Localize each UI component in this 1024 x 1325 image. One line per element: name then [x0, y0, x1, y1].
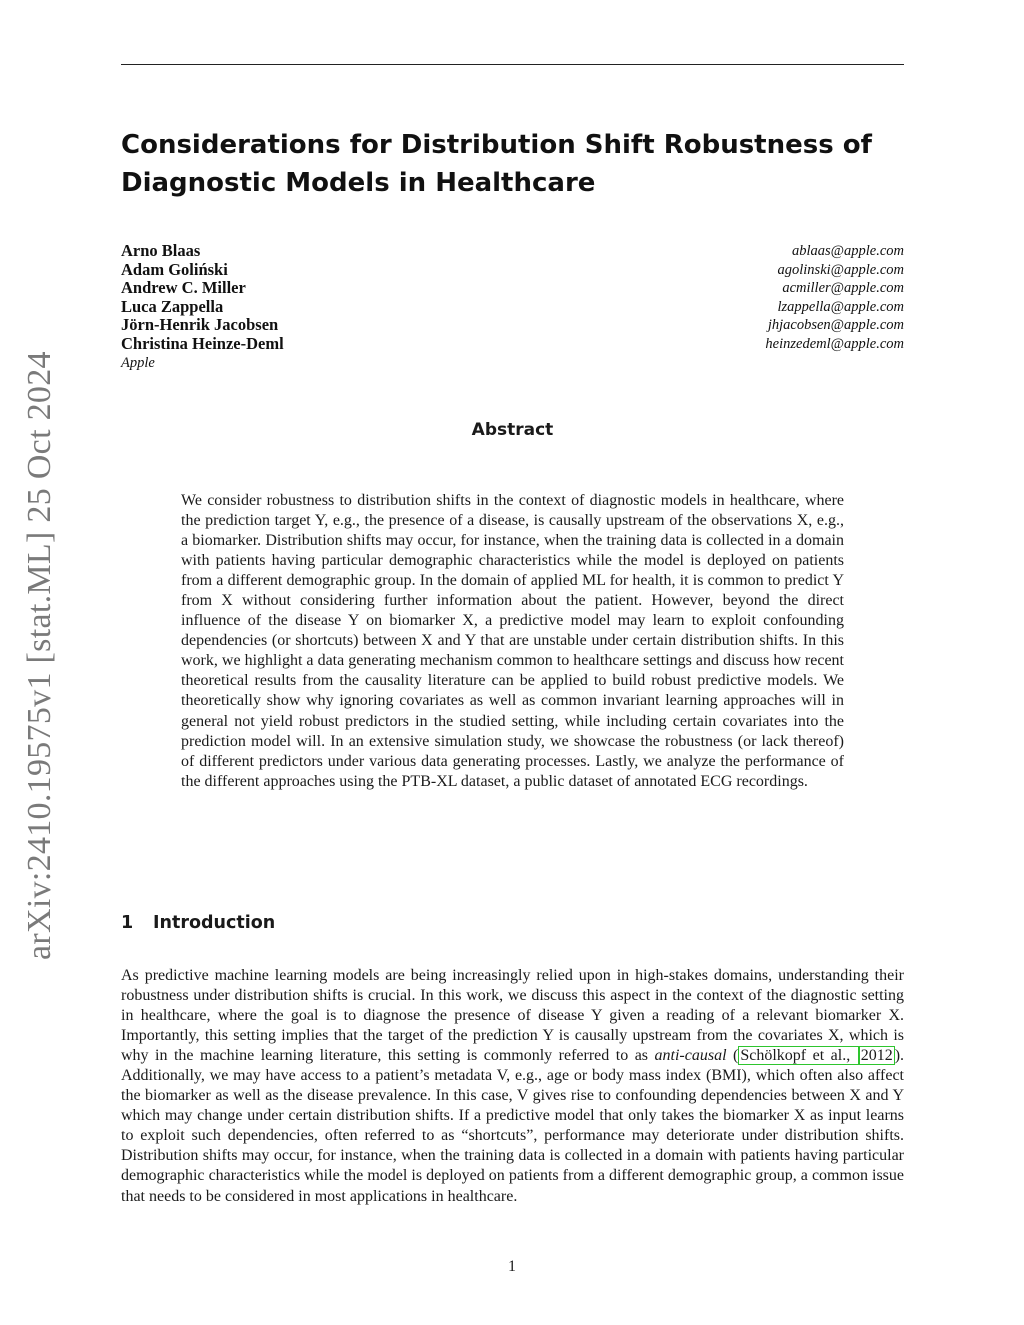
citation-separator: , — [846, 1047, 857, 1065]
author-name: Adam Goliński — [121, 259, 228, 279]
abstract-text: We consider robustness to distribution shifts in the context of diagnostic models in healthcare, where the prediction target Y, e.g., the presence of a disease, is causally upstream of the observations X, e.g., a biomarker. Distribution shifts may occur, for instance, when the training data is collected in a domain with patients having particular demographic characteristics while the model is deployed on patients from a different demographic group. In the domain of applied ML for health, it is common to predict Y from X without considering further information about the patient. However, beyond the direct influence of the disease Y on biomarker X, a predictive model may learn to exploit confounding dependencies (or shortcuts) between X and Y that are unstable under certain distribution shifts. In this work, we highlight a data generating mechanism common to healthcare settings and discuss how recent theoretical results from the causality literature can be applied to build robust predictive models. We theoretically show why ignoring covariates as well as common invariant learning approaches will in general not yield robust predictors in the studied setting, while including certain covariates into the prediction model will. In an extensive simulation study, we showcase the robustness (or lack thereof) of different predictors under various data generating processes. Lastly, we analyze the performance of the different approaches using the PTB-XL dataset, a public dataset of annotated ECG recordings. — [181, 492, 844, 790]
author-name: Jörn-Henrik Jacobsen — [121, 315, 279, 335]
title-line-2: Diagnostic Models in Healthcare — [121, 168, 596, 198]
author-row — [121, 279, 904, 298]
section-title: Introduction — [153, 913, 276, 933]
citation-year-link[interactable]: 2012 — [860, 1047, 893, 1065]
author-row — [121, 335, 904, 354]
affiliation: Apple — [121, 354, 155, 371]
citation-authors: Schölkopf et al. — [740, 1047, 847, 1065]
arxiv-stamp: arXiv:2410.19575v1 [stat.ML] 25 Oct 2024 — [21, 351, 58, 960]
title-line-1: Considerations for Distribution Shift Robustness of — [121, 130, 872, 160]
author-row — [121, 242, 904, 261]
author-name: Christina Heinze-Deml — [121, 333, 284, 353]
section-heading-introduction — [121, 910, 904, 936]
introduction-paragraph — [121, 966, 904, 1207]
author-name: Arno Blaas — [121, 241, 201, 260]
author-row — [121, 298, 904, 317]
abstract-heading: Abstract — [471, 420, 554, 440]
intro-text-part-2: ). Additionally, we may have access to a patient’s metadata V, e.g., age or body mass index (BMI), which often also affect the biomarker as well as the disease prevalence. In this case, V gives rise to confounding dependencies between X and Y which may change under certain distribution shifts. If a predictive model that only takes the biomarker X as input learns to exploit such dependencies, often referred to as “shortcuts”, performance may deteriorate under distribution shifts. Distribution shifts may occur, for instance, when the training data is collected in a domain with patients having particular demographic characteristics while the model is deployed on patients from a different demographic group, a common issue that needs to be considered in most applications in healthcare. — [121, 1047, 905, 1205]
page-number: 1 — [508, 1258, 516, 1275]
author-email[interactable]: agolinski@apple.com — [777, 261, 904, 278]
author-email[interactable]: lzappella@apple.com — [777, 298, 904, 315]
anti-causal-term: anti-causal — [654, 1047, 727, 1065]
author-row — [121, 316, 904, 335]
author-email[interactable]: ablaas@apple.com — [791, 243, 904, 259]
top-rule — [121, 64, 904, 65]
section-number: 1 — [121, 913, 134, 933]
author-name: Andrew C. Miller — [121, 278, 246, 298]
author-email[interactable]: acmiller@apple.com — [782, 280, 904, 297]
author-block — [121, 242, 904, 372]
paper-title — [121, 126, 904, 202]
intro-text-part-1: As predictive machine learning models are being increasingly relied upon in high-stakes domains, understanding their robustness under distribution shifts is crucial. In this work, we discuss this aspect in the context of the diagnostic setting in healthcare, where the goal is to diagnose the presence of disease Y given a reading of a relevant biomarker X. Importantly, this setting implies that the target of the prediction Y is causally upstream from the covariates X, which is why in the machine learning literature, this setting is commonly referred to as — [121, 967, 904, 1065]
citation-open: ( — [726, 1047, 739, 1065]
citation-link[interactable] — [738, 1046, 858, 1065]
author-name: Luca Zappella — [121, 296, 224, 316]
author-email[interactable]: heinzedeml@apple.com — [765, 335, 904, 352]
author-row — [121, 261, 904, 280]
author-email[interactable]: jhjacobsen@apple.com — [767, 317, 904, 334]
